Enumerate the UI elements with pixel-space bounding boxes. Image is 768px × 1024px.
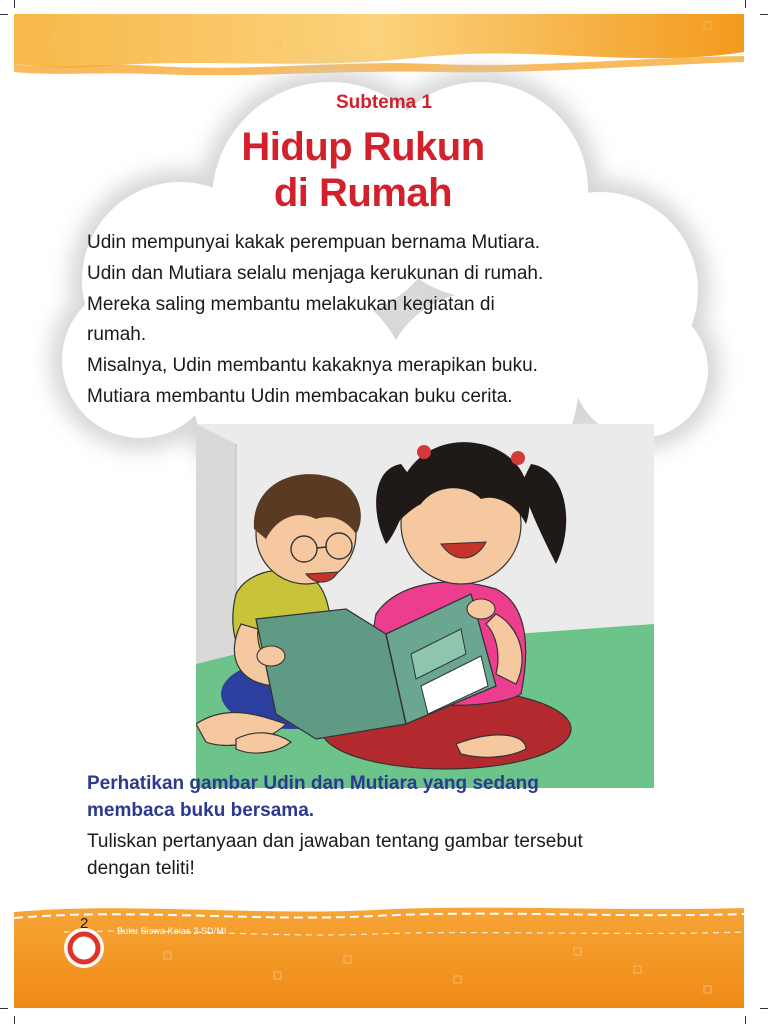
page-title: [0, 124, 726, 216]
crop-mark-bottom-left: [0, 1008, 8, 1009]
task-text: Tuliskan pertanyaan dan jawaban tentang gambar tersebut dengan teliti!: [87, 831, 583, 879]
title-line-2: di Rumah: [273, 171, 453, 215]
intro-paragraph: Udin mempunyai kakak perempuan bernama Mutiara.: [87, 232, 541, 253]
intro-paragraph: Udin dan Mutiara selalu menjaga kerukunan di rumah.: [87, 263, 544, 284]
page-number: 2: [80, 915, 89, 932]
crop-mark-bottom-right-v: [745, 1016, 746, 1024]
footer-book-title: Buku Siswa Kelas 2 SD/MI: [117, 926, 227, 936]
title-line-1: Hidup Rukun: [241, 125, 485, 169]
intro-paragraph: Mutiara membantu Udin membacakan buku cerita.: [87, 386, 513, 407]
subtheme-label: Subtema 1: [335, 92, 433, 113]
intro-paragraph: Mereka saling membantu melakukan kegiatan di rumah.: [87, 294, 495, 345]
bottom-banner: [14, 898, 744, 1008]
intro-paragraph: Misalnya, Udin membantu kakaknya merapikan buku.: [87, 355, 538, 376]
instruction-text: Perhatikan gambar Udin dan Mutiara yang sedang membaca buku bersama.: [87, 773, 539, 821]
intro-text: [87, 228, 647, 413]
reading-together-illustration: [196, 424, 654, 788]
crop-mark-bottom-left-v: [14, 1016, 15, 1024]
crop-mark-bottom-right: [760, 1008, 768, 1009]
